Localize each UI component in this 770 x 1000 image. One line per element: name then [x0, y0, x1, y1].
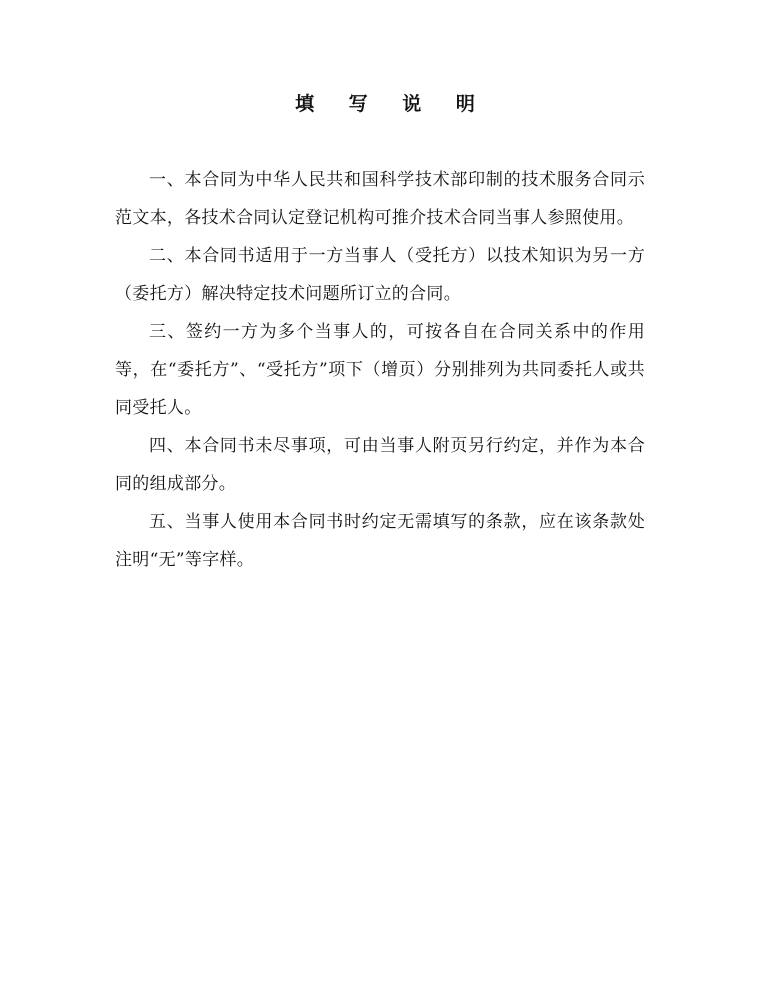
instructions-body [115, 161, 645, 579]
instruction-paragraph-5: 五、当事人使用本合同书时约定无需填写的条款，应在该条款处注明“无”等字样。 [115, 512, 645, 570]
page-title: 填 写 说 明 [295, 93, 489, 115]
instruction-paragraph-4: 四、本合同书未尽事项，可由当事人附页另行约定，并作为本合同的组成部分。 [115, 436, 645, 494]
instruction-paragraph-2: 二、本合同书适用于一方当事人（受托方）以技术知识为另一方（委托方）解决特定技术问题所订立的合同。 [115, 246, 645, 304]
instruction-paragraph-3: 三、签约一方为多个当事人的，可按各自在合同关系中的作用等，在“委托方”、“受托方”项下（增页）分别排列为共同委托人或共同受托人。 [115, 322, 645, 418]
instruction-paragraph-1: 一、本合同为中华人民共和国科学技术部印制的技术服务合同示范文本，各技术合同认定登记机构可推介技术合同当事人参照使用。 [115, 170, 645, 228]
